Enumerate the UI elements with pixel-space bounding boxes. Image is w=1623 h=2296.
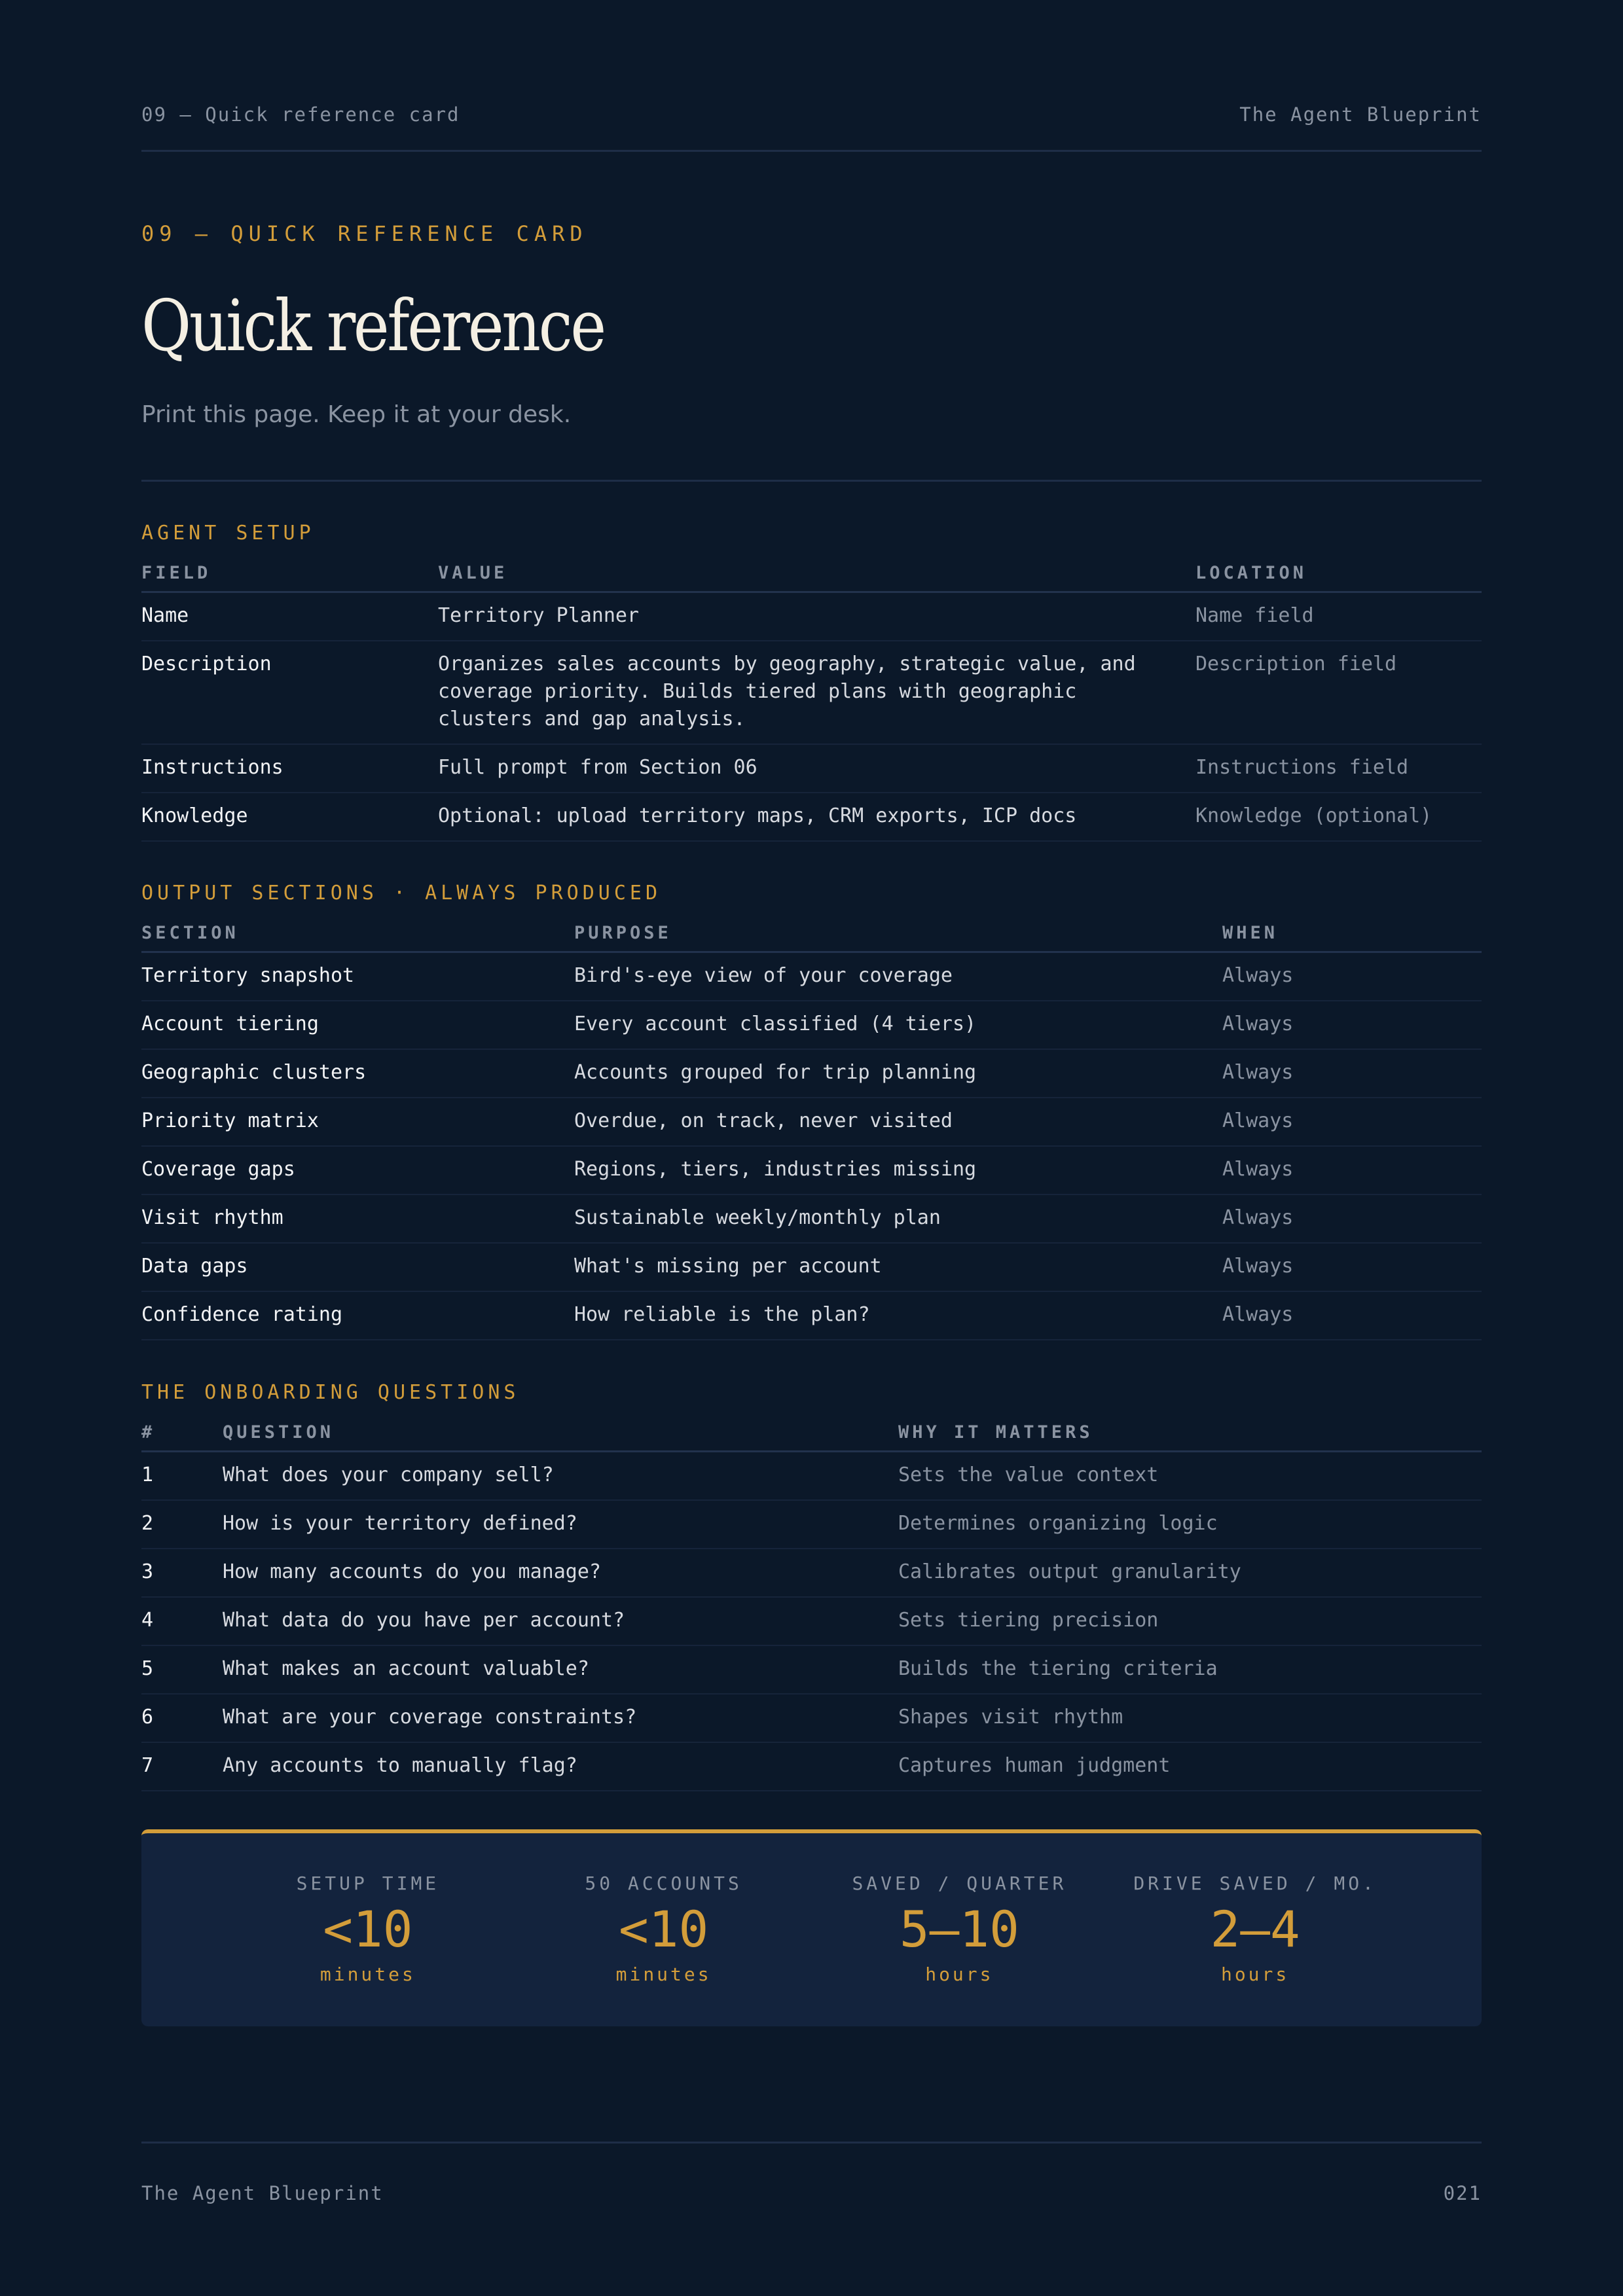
why-cell: Calibrates output granularity <box>898 1549 1482 1597</box>
section-cell: Coverage gaps <box>141 1146 574 1194</box>
purpose-cell: Regions, tiers, industries missing <box>574 1146 1222 1194</box>
agent-setup-section <box>141 520 1482 842</box>
question-number: 2 <box>141 1500 223 1549</box>
question-cell: Any accounts to manually flag? <box>223 1742 898 1791</box>
table-row <box>141 1098 1482 1146</box>
column-header-field: FIELD <box>141 547 438 592</box>
section-cell: Geographic clusters <box>141 1049 574 1098</box>
why-cell: Captures human judgment <box>898 1742 1482 1791</box>
question-number: 1 <box>141 1452 223 1501</box>
purpose-cell: Accounts grouped for trip planning <box>574 1049 1222 1098</box>
output-sections-table <box>141 906 1482 1340</box>
question-number: 5 <box>141 1645 223 1694</box>
onboarding-questions-label: THE ONBOARDING QUESTIONS <box>141 1381 520 1404</box>
column-header-number: # <box>141 1406 223 1452</box>
stat-unit: hours <box>925 1963 994 1985</box>
header-divider <box>141 150 1482 152</box>
purpose-cell: Bird's-eye view of your coverage <box>574 952 1222 1001</box>
table-row <box>141 1549 1482 1597</box>
value-cell: Full prompt from Section 06 <box>438 744 1195 793</box>
question-cell: What makes an account valuable? <box>223 1645 898 1694</box>
footer-book-title: The Agent Blueprint <box>141 2182 384 2204</box>
footer-divider <box>141 2142 1482 2144</box>
question-number: 7 <box>141 1742 223 1791</box>
running-footer <box>141 2182 1482 2204</box>
stat-unit: minutes <box>319 1963 416 1985</box>
why-cell: Determines organizing logic <box>898 1500 1482 1549</box>
stat-setup-time <box>220 1833 516 2026</box>
section-cell: Account tiering <box>141 1001 574 1049</box>
purpose-cell: What's missing per account <box>574 1243 1222 1291</box>
stat-value: <10 <box>618 1900 709 1958</box>
when-cell: Always <box>1222 1049 1482 1098</box>
stat-value: <10 <box>323 1900 413 1958</box>
when-cell: Always <box>1222 1291 1482 1340</box>
when-cell: Always <box>1222 1001 1482 1049</box>
why-cell: Sets the value context <box>898 1452 1482 1501</box>
purpose-cell: How reliable is the plan? <box>574 1291 1222 1340</box>
table-row <box>141 1742 1482 1791</box>
page-subtitle: Print this page. Keep it at your desk. <box>141 401 572 428</box>
stat-unit: minutes <box>615 1963 712 1985</box>
section-cell: Data gaps <box>141 1243 574 1291</box>
page-title: Quick reference <box>141 285 604 367</box>
stat-drive-saved-per-month <box>1107 1833 1403 2026</box>
stat-50-accounts <box>516 1833 812 2026</box>
running-header-book-title: The Agent Blueprint <box>1239 103 1482 126</box>
location-cell: Knowledge (optional) <box>1195 793 1482 841</box>
why-cell: Sets tiering precision <box>898 1597 1482 1645</box>
field-cell: Instructions <box>141 744 438 793</box>
question-number: 3 <box>141 1549 223 1597</box>
location-cell: Instructions field <box>1195 744 1482 793</box>
value-cell: Organizes sales accounts by geography, strategic value, and coverage priority. Builds tiered plans with geographic clusters and gap analysis. <box>438 641 1195 744</box>
when-cell: Always <box>1222 1194 1482 1243</box>
table-row <box>141 1694 1482 1742</box>
location-cell: Name field <box>1195 592 1482 641</box>
table-row <box>141 1146 1482 1194</box>
why-cell: Builds the tiering criteria <box>898 1645 1482 1694</box>
running-header-section: 09 — Quick reference card <box>141 103 460 126</box>
output-sections-label: OUTPUT SECTIONS · ALWAYS PRODUCED <box>141 882 662 905</box>
table-row <box>141 744 1482 793</box>
table-row <box>141 1291 1482 1340</box>
stat-saved-per-quarter <box>812 1833 1108 2026</box>
table-row <box>141 952 1482 1001</box>
stat-label: SAVED / QUARTER <box>852 1873 1067 1894</box>
column-header-why-it-matters: WHY IT MATTERS <box>898 1406 1482 1452</box>
table-header-row <box>141 906 1482 952</box>
table-row <box>141 1001 1482 1049</box>
question-cell: What does your company sell? <box>223 1452 898 1501</box>
table-row <box>141 793 1482 841</box>
agent-setup-label: AGENT SETUP <box>141 522 315 545</box>
table-row <box>141 1049 1482 1098</box>
when-cell: Always <box>1222 1146 1482 1194</box>
why-cell: Shapes visit rhythm <box>898 1694 1482 1742</box>
column-header-when: WHEN <box>1222 906 1482 952</box>
stat-value: 2–4 <box>1210 1900 1300 1958</box>
when-cell: Always <box>1222 1243 1482 1291</box>
running-header <box>141 103 1482 126</box>
table-row <box>141 1645 1482 1694</box>
agent-setup-table <box>141 547 1482 842</box>
section-cell: Priority matrix <box>141 1098 574 1146</box>
table-row <box>141 1194 1482 1243</box>
table-row <box>141 1243 1482 1291</box>
column-header-value: VALUE <box>438 547 1195 592</box>
table-row <box>141 1452 1482 1501</box>
question-cell: How is your territory defined? <box>223 1500 898 1549</box>
purpose-cell: Sustainable weekly/monthly plan <box>574 1194 1222 1243</box>
title-divider <box>141 480 1482 482</box>
purpose-cell: Overdue, on track, never visited <box>574 1098 1222 1146</box>
location-cell: Description field <box>1195 641 1482 744</box>
table-row <box>141 592 1482 641</box>
question-number: 4 <box>141 1597 223 1645</box>
field-cell: Description <box>141 641 438 744</box>
column-header-question: QUESTION <box>223 1406 898 1452</box>
table-row <box>141 641 1482 744</box>
section-cell: Visit rhythm <box>141 1194 574 1243</box>
table-row <box>141 1500 1482 1549</box>
column-header-section: SECTION <box>141 906 574 952</box>
section-eyebrow: 09 — QUICK REFERENCE CARD <box>141 221 588 246</box>
stats-card <box>141 1829 1482 2026</box>
question-cell: What are your coverage constraints? <box>223 1694 898 1742</box>
when-cell: Always <box>1222 952 1482 1001</box>
column-header-location: LOCATION <box>1195 547 1482 592</box>
field-cell: Knowledge <box>141 793 438 841</box>
output-sections-section <box>141 880 1482 1340</box>
page-number: 021 <box>1443 2182 1482 2204</box>
stat-label: DRIVE SAVED / MO. <box>1133 1873 1377 1894</box>
section-cell: Territory snapshot <box>141 952 574 1001</box>
purpose-cell: Every account classified (4 tiers) <box>574 1001 1222 1049</box>
question-cell: What data do you have per account? <box>223 1597 898 1645</box>
column-header-purpose: PURPOSE <box>574 906 1222 952</box>
stat-label: 50 ACCOUNTS <box>585 1873 742 1894</box>
stat-unit: hours <box>1220 1963 1290 1985</box>
stat-value: 5–10 <box>899 1900 1019 1958</box>
field-cell: Name <box>141 592 438 641</box>
table-row <box>141 1597 1482 1645</box>
question-cell: How many accounts do you manage? <box>223 1549 898 1597</box>
table-header-row <box>141 1406 1482 1452</box>
onboarding-questions-section <box>141 1380 1482 1791</box>
stat-label: SETUP TIME <box>296 1873 440 1894</box>
value-cell: Optional: upload territory maps, CRM exports, ICP docs <box>438 793 1195 841</box>
table-header-row <box>141 547 1482 592</box>
section-cell: Confidence rating <box>141 1291 574 1340</box>
onboarding-questions-table <box>141 1406 1482 1791</box>
question-number: 6 <box>141 1694 223 1742</box>
value-cell: Territory Planner <box>438 592 1195 641</box>
when-cell: Always <box>1222 1098 1482 1146</box>
